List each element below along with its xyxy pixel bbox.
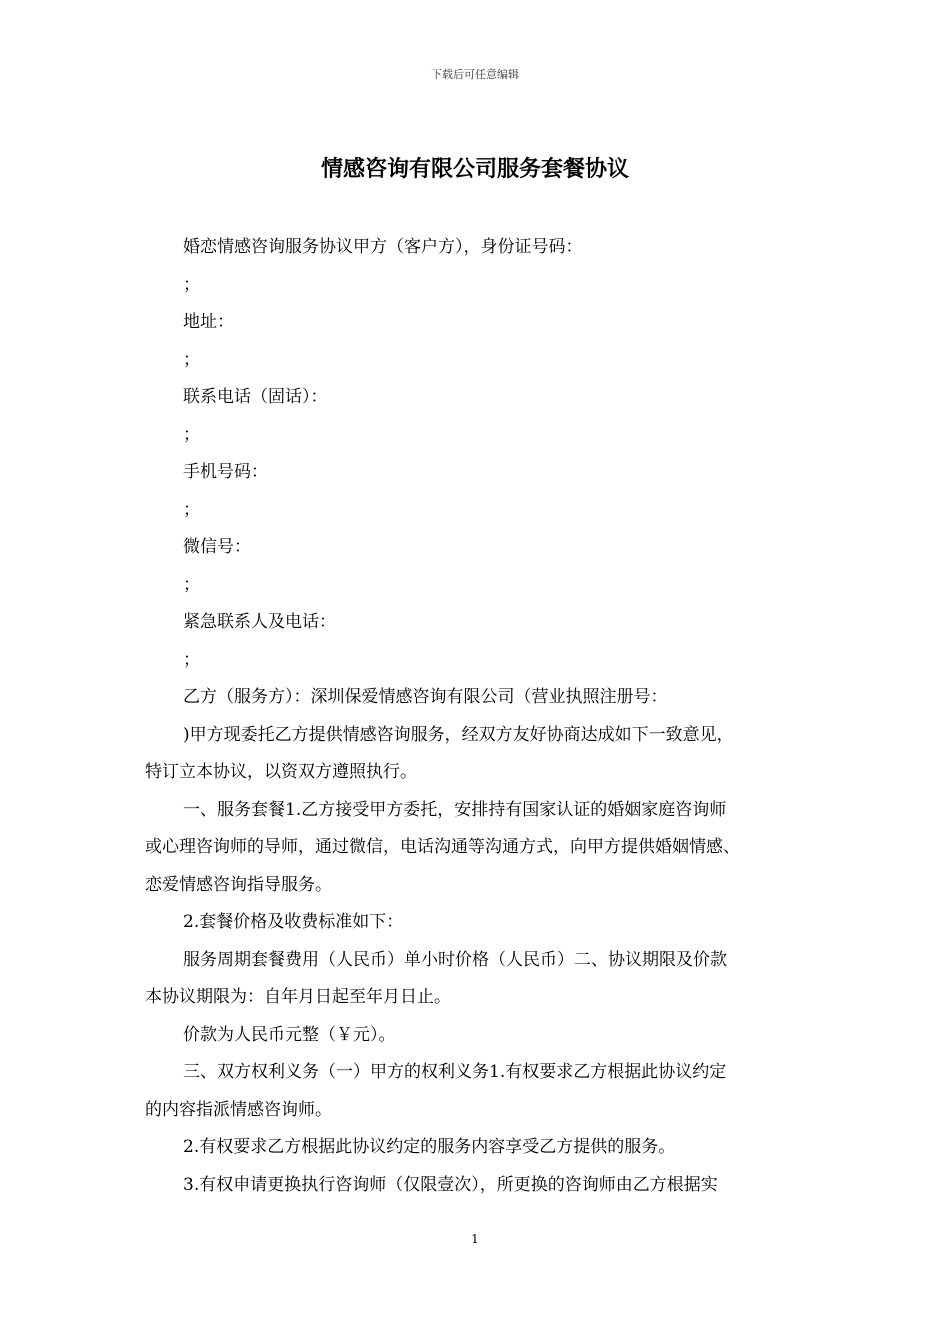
paragraph-line: 联系电话（固话）： [183,387,328,407]
paragraph-line: 价款为人民币元整（￥元）。 [183,1024,396,1045]
paragraph-line: ； [183,349,200,370]
paragraph-line: 3.有权申请更换执行咨询师（仅限壹次），所更换的咨询师由乙方根据实 [183,1174,718,1195]
page-number: 1 [471,1232,479,1246]
paragraph-line: 2.套餐价格及收费标准如下： [183,912,404,932]
paragraph-line: 本协议期限为：自年月日起至年月日止。 [145,987,451,1007]
paragraph-line: 紧急联系人及电话： [183,612,336,632]
paragraph-line: 乙方（服务方）：深圳保爱情感咨询有限公司（营业执照注册号： [183,687,668,707]
paragraph-line: ； [183,574,200,595]
document-body [145,229,825,1204]
paragraph-line: 地址： [183,312,234,332]
paragraph-line: ； [183,274,200,295]
paragraph-line: 2.有权要求乙方根据此协议约定的服务内容享受乙方提供的服务。 [183,1137,676,1157]
paragraph-line: )甲方现委托乙方提供情感咨询服务，经双方友好协商达成如下一致意见， [183,724,734,745]
paragraph-line: 一、服务套餐1.乙方接受甲方委托，安排持有国家认证的婚姻家庭咨询师 [183,799,727,820]
paragraph-line: 手机号码： [183,462,268,482]
paragraph-line: ； [183,499,200,520]
paragraph-line: 婚恋情感咨询服务协议甲方（客户方），身份证号码： [183,237,583,257]
paragraph-line: 服务周期套餐费用（人民币）单小时价格（人民币）二、协议期限及价款 [183,949,727,970]
document-title: 情感咨询有限公司服务套餐协议 [320,156,629,182]
paragraph-line: ； [183,424,200,445]
paragraph-line: 或心理咨询师的导师，通过微信，电话沟通等沟通方式，向甲方提供婚姻情感、 [145,837,740,857]
paragraph-line: 三、双方权利义务（一）甲方的权利义务1.有权要求乙方根据此协议约定 [183,1062,727,1082]
paragraph-line: 微信号： [183,537,251,557]
paragraph-line: 特订立本协议，以资双方遵照执行。 [145,762,417,782]
paragraph-line: ； [183,649,200,670]
page-header: 下载后可任意编辑 [431,68,519,81]
paragraph-line: 的内容指派情感咨询师。 [145,1099,332,1120]
paragraph-line: 恋爱情感咨询指导服务。 [145,874,332,895]
